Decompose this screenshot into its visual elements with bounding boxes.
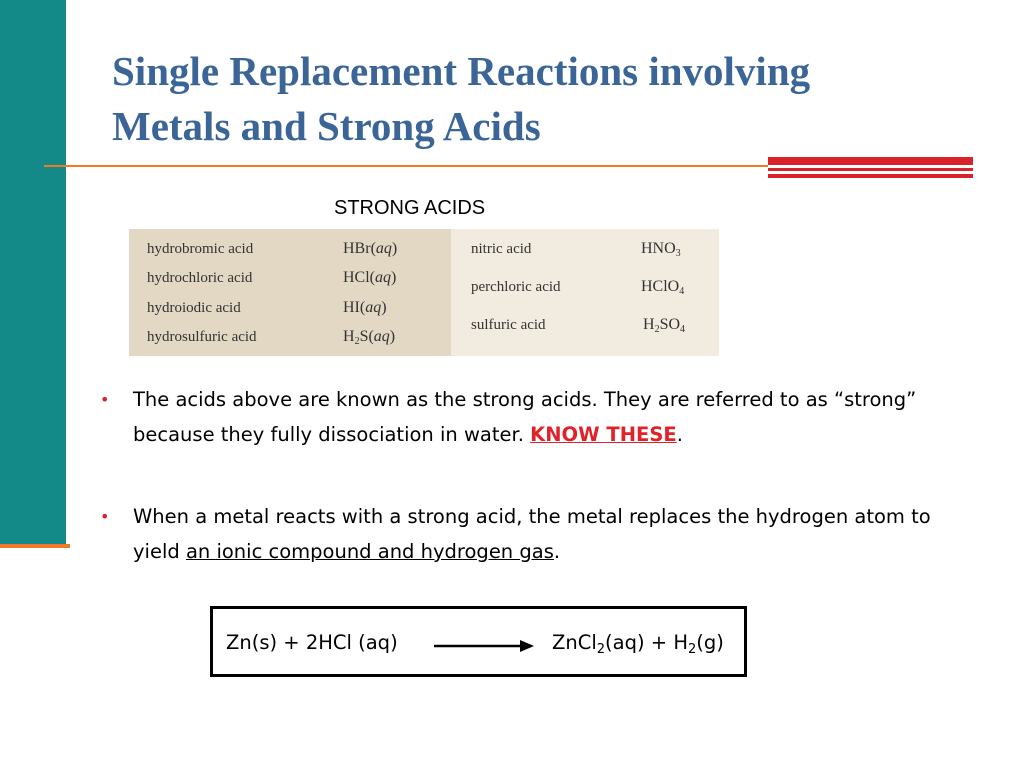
bullet-text: When a metal reacts with a strong acid, the metal replaces the hydrogen atom to yield bbox=[133, 505, 931, 563]
underlined-phrase: an ionic compound and hydrogen gas bbox=[185, 540, 554, 563]
bullet-text-end: . bbox=[553, 540, 561, 563]
bullet-text-end: . bbox=[676, 423, 683, 446]
acid-formula: HClO$_4$ bbox=[641, 278, 685, 297]
slide-title-line-2: Metals and Strong Acids bbox=[112, 103, 541, 149]
acid-name: nitric acid bbox=[471, 241, 532, 257]
table-row bbox=[147, 266, 447, 290]
slide-title-line-1: Single Replacement Reactions involving bbox=[112, 48, 811, 94]
bullet-item-metal-reaction bbox=[100, 499, 950, 569]
table-row bbox=[471, 313, 721, 337]
strong-acids-table bbox=[129, 229, 719, 356]
acids-column-right bbox=[451, 229, 719, 356]
acid-formula: HCl(aq) bbox=[343, 269, 397, 286]
table-row bbox=[147, 325, 447, 349]
equation-products: ZnCl$_2$(aq) + $H_2(g)$ bbox=[552, 631, 724, 657]
title-divider-orange bbox=[44, 165, 768, 167]
title-divider-red-band bbox=[768, 174, 973, 178]
table-row bbox=[471, 275, 721, 299]
acid-formula: $H_2SO_4$ bbox=[643, 316, 686, 335]
table-row bbox=[147, 237, 447, 261]
acid-name: hydrochloric acid bbox=[147, 270, 253, 286]
table-row bbox=[471, 237, 721, 261]
acid-formula: HI(aq) bbox=[343, 299, 387, 316]
acids-column-left bbox=[129, 229, 451, 356]
equation-reactants: Zn(s) + 2HCl (aq) bbox=[226, 631, 398, 654]
table-row bbox=[147, 296, 447, 320]
left-sidebar-accent bbox=[0, 544, 70, 548]
bullet-dot-icon: • bbox=[100, 390, 110, 409]
acid-name: perchloric acid bbox=[471, 279, 561, 295]
bullet-item-strong-acids bbox=[100, 382, 950, 452]
acid-formula: $H_2S(aq)$ bbox=[343, 328, 396, 347]
slide-title bbox=[112, 44, 992, 154]
title-divider-red-band bbox=[768, 157, 973, 165]
acid-name: hydrobromic acid bbox=[147, 241, 254, 257]
reaction-equation-box bbox=[210, 606, 747, 677]
title-divider-red-band bbox=[768, 168, 973, 171]
acid-formula: $HNO_3$ bbox=[641, 240, 681, 259]
table-caption: STRONG ACIDS bbox=[334, 197, 486, 219]
reaction-arrow-icon bbox=[434, 636, 534, 656]
left-sidebar-bar bbox=[0, 0, 66, 544]
bullet-list bbox=[100, 382, 950, 569]
bullet-dot-icon: • bbox=[100, 507, 110, 526]
acid-name: sulfuric acid bbox=[471, 317, 546, 333]
acid-name: hydroiodic acid bbox=[147, 300, 241, 316]
know-these-emphasis: KNOW THESE bbox=[530, 423, 677, 446]
bullet-text: The acids above are known as the strong acids. They are referred to as “strong” because they fully dissociation in water. bbox=[133, 388, 917, 446]
acid-name: hydrosulfuric acid bbox=[147, 329, 257, 345]
acid-formula: HBr(aq) bbox=[343, 240, 398, 257]
